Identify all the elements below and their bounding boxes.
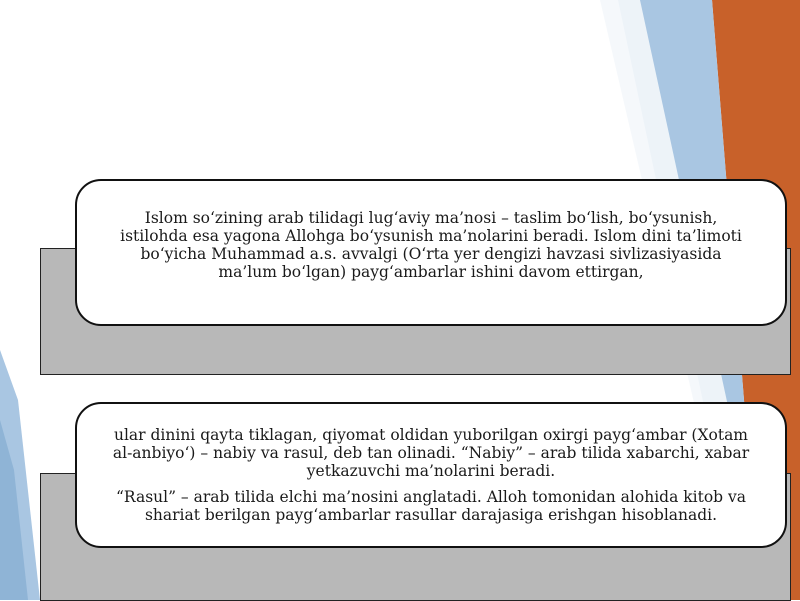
box1-text: Islom so‘zining arab tilidagi lug‘aviy ma’nosi – taslim bo‘lish, bo‘ysunish, istilohda esa yagona Allohga bo‘ysunish ma’nolarini beradi. Islom dini ta’limoti bo‘yicha Muhammad a.s. avvalgi (O‘rta yer dengizi havzasi sivlizasiyasida ma’lum bo‘lgan) payg‘ambarlar ishini davom ettirgan,	[120, 208, 742, 281]
text-box-2	[75, 402, 787, 548]
box2-text-1: ular dinini qayta tiklagan, qiyomat oldidan yuborilgan oxirgi payg‘ambar (Xotam al-anbiyo‘) – nabiy va rasul, deb tan olinadi. “Nabiy” – arab tilida xabarchi, xabar yetkazuvchi ma’nolarini beradi.	[112, 426, 750, 480]
box2-text-2: “Rasul” – arab tilida elchi ma’nosini anglatadi. Alloh tomonidan alohida kitob va shariat berilgan payg‘ambarlar rasullar darajasiga erishgan hisoblanadi.	[116, 488, 746, 524]
text-box-1	[75, 179, 787, 326]
